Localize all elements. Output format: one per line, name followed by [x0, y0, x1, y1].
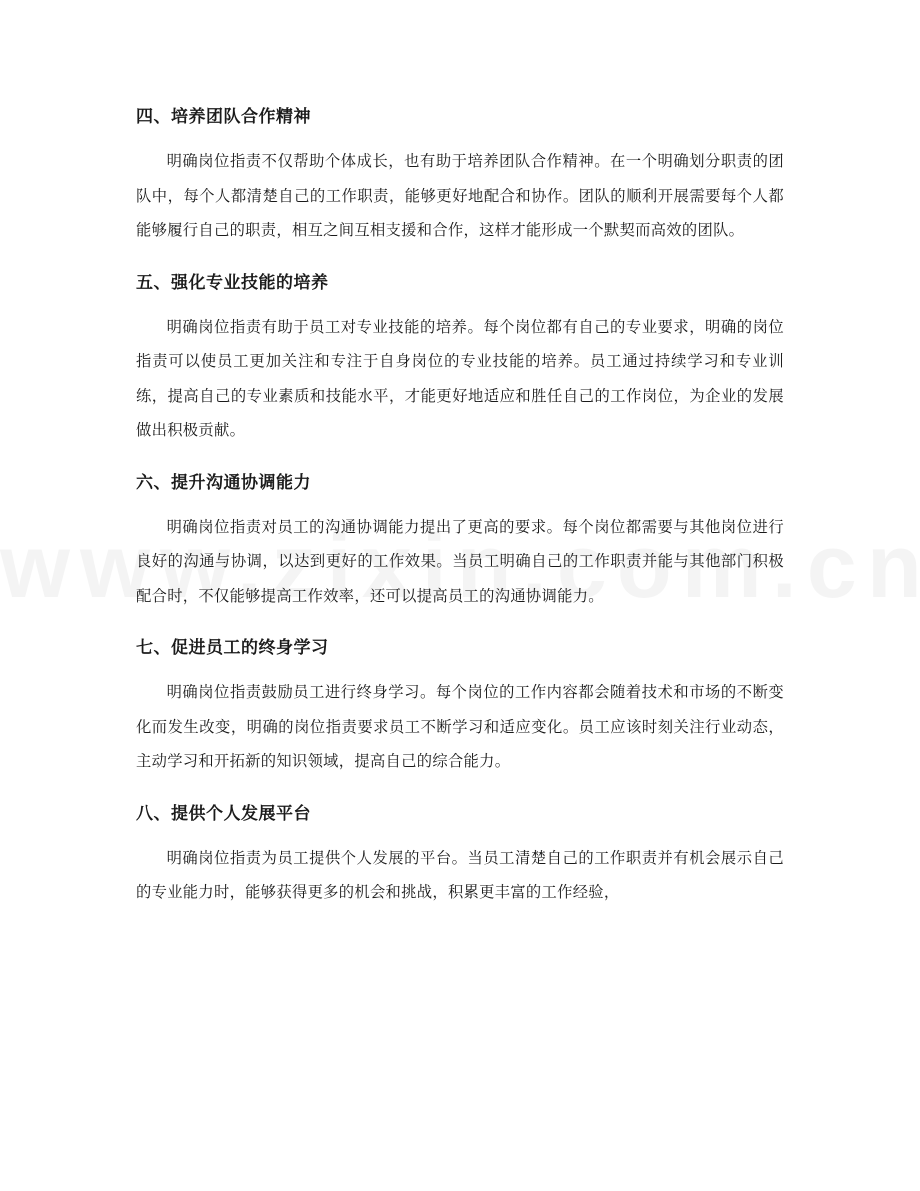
section-7: [136, 635, 784, 779]
section-paragraph: 明确岗位指责对员工的沟通协调能力提出了更高的要求。每个岗位都需要与其他岗位进行良好的沟通与协调，以达到更好的工作效果。当员工明确自己的工作职责并能与其他部门积极配合时，不仅能够提高工作效率，还可以提高员工的沟通协调能力。: [136, 517, 784, 605]
section-paragraph: 明确岗位指责不仅帮助个体成长，也有助于培养团队合作精神。在一个明确划分职责的团队中，每个人都清楚自己的工作职责，能够更好地配合和协作。团队的顺利开展需要每个人都能够履行自己的职责，相互之间互相支援和合作，这样才能形成一个默契而高效的团队。: [136, 152, 784, 239]
section-heading: 四、培养团队合作精神: [136, 107, 311, 127]
section-paragraph: 明确岗位指责有助于员工对专业技能的培养。每个岗位都有自己的专业要求，明确的岗位指责可以使员工更加关注和专注于自身岗位的专业技能的培养。员工通过持续学习和专业训练，提高自己的专业素质和技能水平，才能更好地适应和胜任自己的工作岗位，为企业的发展做出积极贡献。: [136, 317, 784, 439]
section-6: [136, 470, 784, 614]
section-4: [136, 104, 784, 248]
section-heading: 七、促进员工的终身学习: [136, 638, 329, 658]
section-heading: 六、提升沟通协调能力: [136, 472, 311, 493]
section-paragraph: 明确岗位指责鼓励员工进行终身学习。每个岗位的工作内容都会随着技术和市场的不断变化而发生改变，明确的岗位指责要求员工不断学习和适应变化。员工应该时刻关注行业动态，主动学习和开拓新的知识领域，提高自己的综合能力。: [136, 683, 784, 770]
section-heading: 五、强化专业技能的培养: [136, 272, 329, 293]
section-paragraph: 明确岗位指责为员工提供个人发展的平台。当员工清楚自己的工作职责并有机会展示自己的专业能力时，能够获得更多的机会和挑战，积累更丰富的工作经验，: [136, 848, 784, 901]
section-heading: 八、提供个人发展平台: [136, 803, 311, 824]
section-5: [136, 270, 784, 448]
document-body: [136, 104, 784, 932]
section-8: [136, 801, 784, 910]
